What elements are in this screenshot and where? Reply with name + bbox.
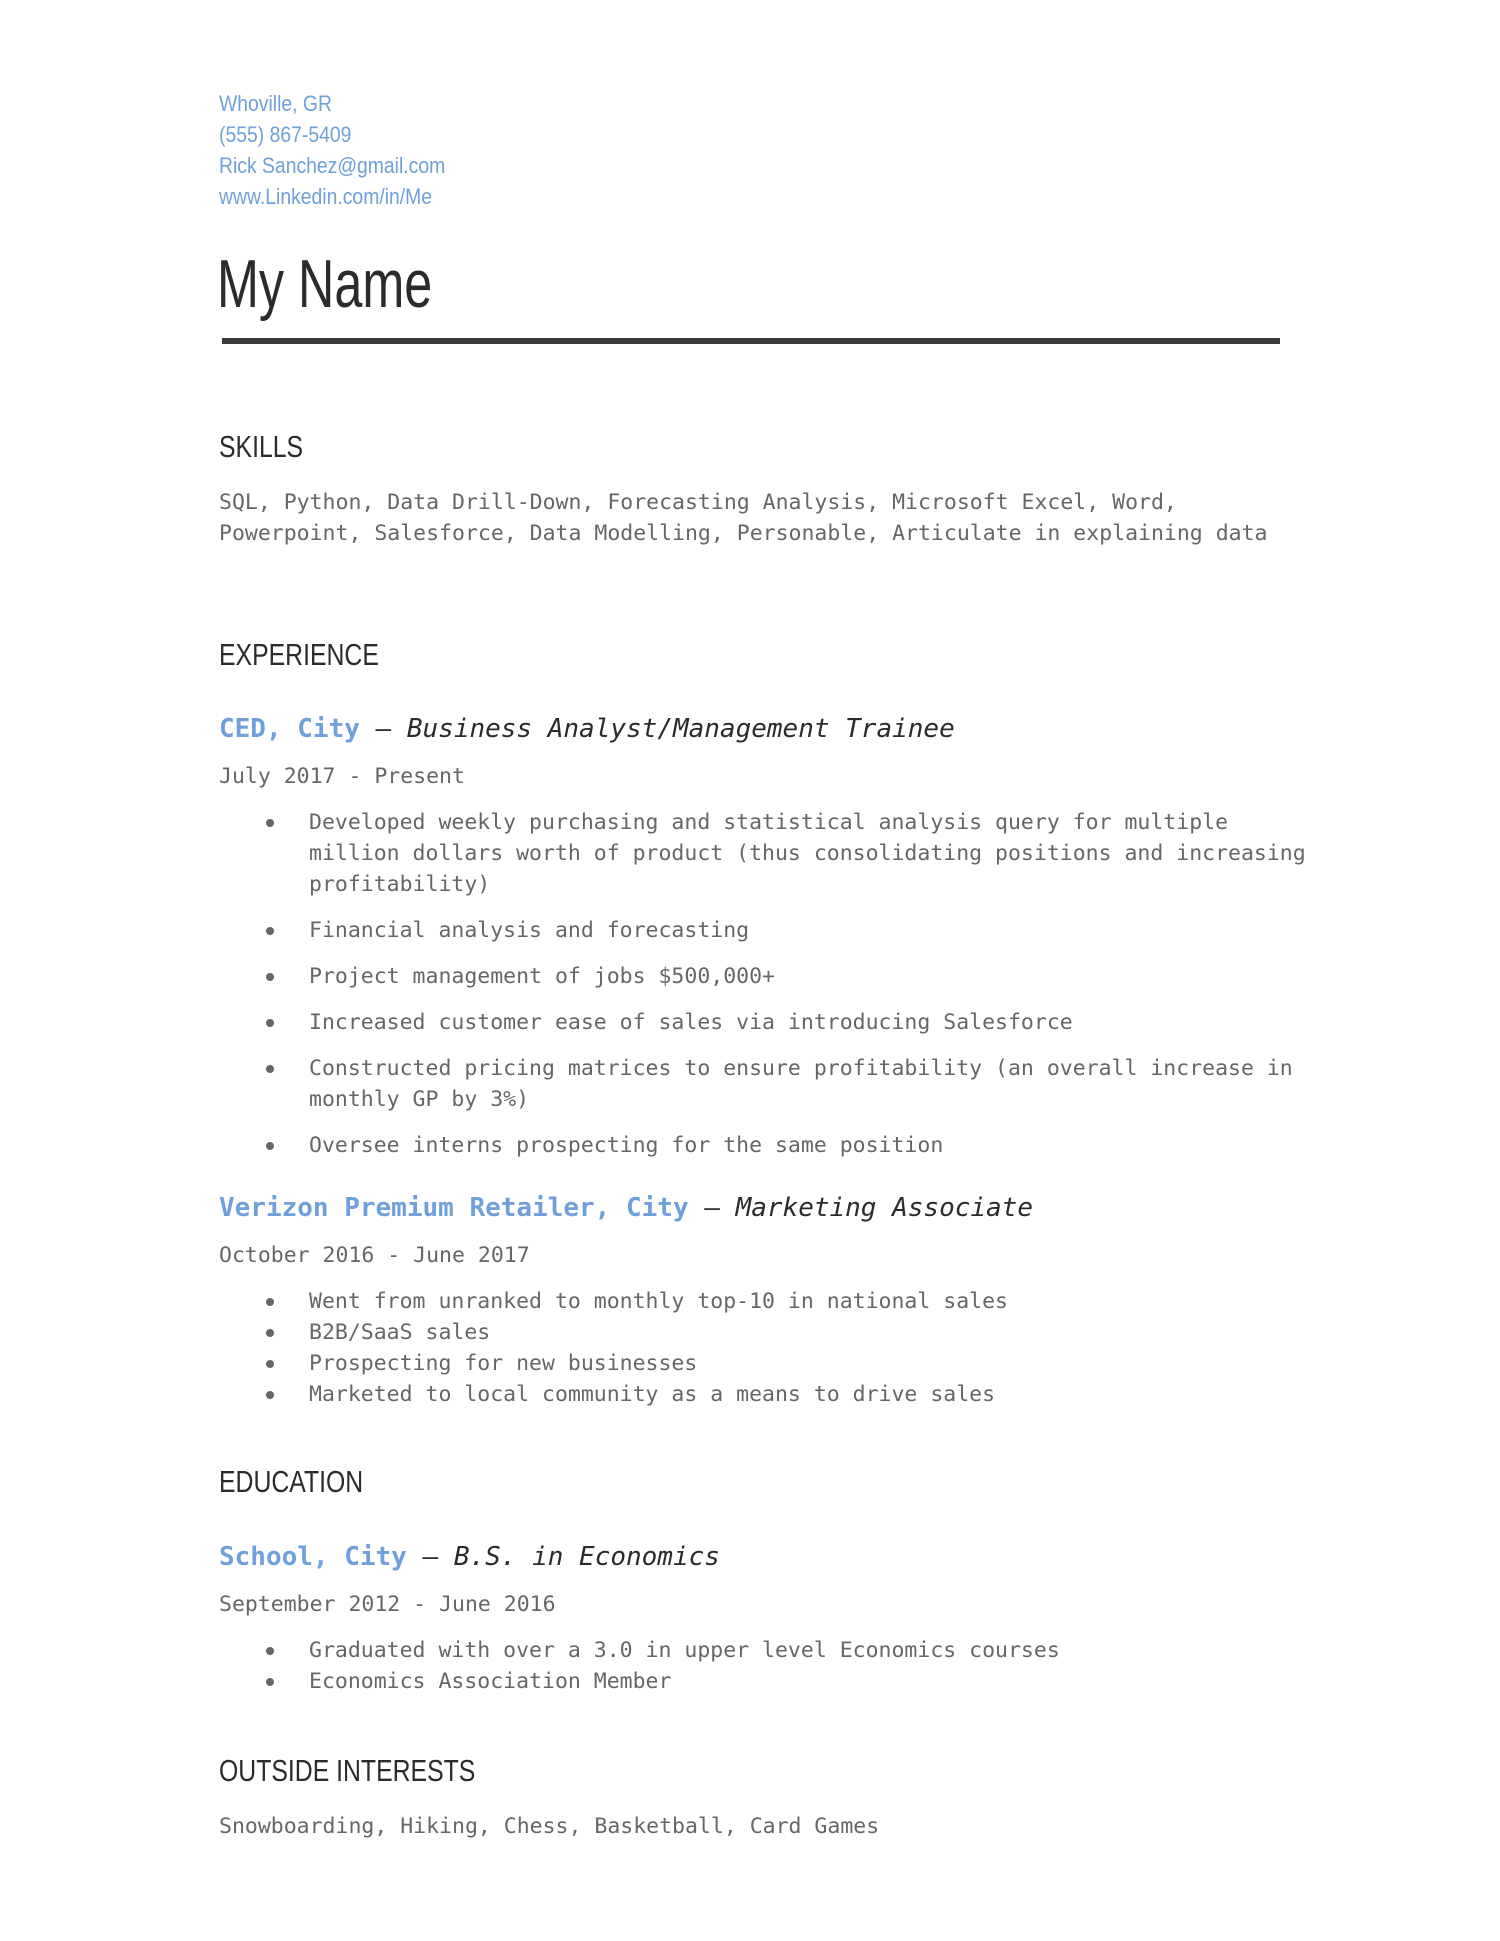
job-title-line [219, 1191, 1033, 1225]
list-item: Economics Association Member [219, 1666, 1309, 1697]
experience-heading: EXPERIENCE [219, 637, 379, 672]
job-dates: July 2017 - Present [219, 764, 465, 789]
bullet-icon [266, 927, 274, 935]
list-item: Marketed to local community as a means to drive sales [219, 1379, 1309, 1410]
list-item: Oversee interns prospecting for the same position [219, 1130, 1309, 1161]
education-heading: EDUCATION [219, 1464, 364, 1499]
list-item: Developed weekly purchasing and statistical analysis query for multiple million dollars worth of product (thus consolidating positions and increasing profitability) [219, 807, 1309, 900]
list-item: B2B/SaaS sales [219, 1317, 1309, 1348]
education-school: School, City [219, 1542, 407, 1572]
bullet-icon [266, 1298, 274, 1306]
bullet-icon [266, 819, 274, 827]
bullet-icon [266, 1065, 274, 1073]
job-organization: Verizon Premium Retailer, City [219, 1193, 689, 1223]
education-bullet-list [219, 1635, 1309, 1697]
list-item: Constructed pricing matrices to ensure profitability (an overall increase in monthly GP by 3%) [219, 1053, 1309, 1115]
contact-phone: (555) 867-5409 [219, 122, 352, 147]
job-title-line [219, 712, 955, 746]
bullet-icon [266, 1360, 274, 1368]
page-title: My Name [217, 246, 433, 322]
job-role: Business Analyst/Management Trainee [406, 714, 955, 744]
education-degree: B.S. in Economics [453, 1542, 720, 1572]
education-title-line [219, 1540, 720, 1574]
title-divider [222, 338, 1280, 344]
bullet-icon [266, 1647, 274, 1655]
education-separator: — [406, 1542, 454, 1572]
job-organization: CED, City [219, 714, 360, 744]
education-dates: September 2012 - June 2016 [219, 1592, 556, 1617]
bullet-icon [266, 1329, 274, 1337]
contact-email: Rick Sanchez@gmail.com [219, 153, 446, 178]
bullet-icon [266, 1391, 274, 1399]
job-bullet-list [219, 1286, 1309, 1410]
bullet-icon [266, 1678, 274, 1686]
list-item: Went from unranked to monthly top-10 in national sales [219, 1286, 1309, 1317]
list-item: Project management of jobs $500,000+ [219, 961, 1309, 992]
skills-text: SQL, Python, Data Drill-Down, Forecasting Analysis, Microsoft Excel, Word, Powerpoint, Salesforce, Data Modelling, Personable, Articulate in explaining data [219, 490, 1268, 546]
job-dates: October 2016 - June 2017 [219, 1243, 530, 1268]
bullet-icon [266, 1019, 274, 1027]
bullet-icon [266, 1142, 274, 1150]
contact-location: Whoville, GR [219, 91, 332, 116]
contact-block [219, 88, 445, 212]
job-role: Marketing Associate [735, 1193, 1033, 1223]
list-item: Increased customer ease of sales via introducing Salesforce [219, 1007, 1309, 1038]
interests-text: Snowboarding, Hiking, Chess, Basketball, Card Games [219, 1814, 880, 1839]
job-separator: — [359, 714, 407, 744]
list-item: Prospecting for new businesses [219, 1348, 1309, 1379]
job-separator: — [688, 1193, 736, 1223]
list-item: Financial analysis and forecasting [219, 915, 1309, 946]
job-bullet-list [219, 807, 1309, 1176]
list-item: Graduated with over a 3.0 in upper level Economics courses [219, 1635, 1309, 1666]
contact-linkedin: www.Linkedin.com/in/Me [219, 184, 433, 209]
bullet-icon [266, 973, 274, 981]
skills-heading: SKILLS [219, 429, 304, 464]
interests-heading: OUTSIDE INTERESTS [219, 1753, 476, 1788]
